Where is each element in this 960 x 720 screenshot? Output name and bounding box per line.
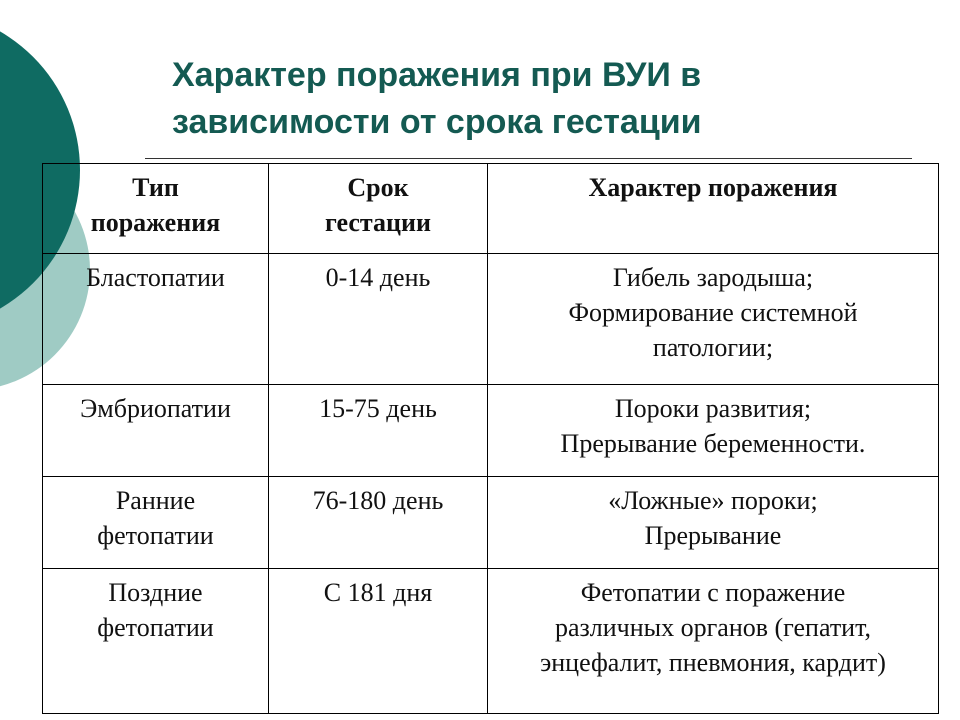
slide-title xyxy=(172,52,932,146)
cell-line: энцефалит, пневмония, кардит) xyxy=(540,648,886,677)
cell-term xyxy=(269,385,488,477)
cell-line: 15-75 день xyxy=(319,394,437,423)
cell-character xyxy=(488,254,939,385)
header-type-line: поражения xyxy=(90,208,221,237)
cell-character xyxy=(488,385,939,477)
header-term-line: гестации xyxy=(325,208,431,237)
cell-line: Эмбриопатии xyxy=(80,394,231,423)
cell-line: фетопатии xyxy=(97,521,214,550)
table-row xyxy=(43,477,939,569)
cell-type xyxy=(43,477,269,569)
slide-title-line-1: Характер поражения при ВУИ в xyxy=(172,56,702,94)
cell-line: Прерывание беременности. xyxy=(560,429,866,458)
cell-line: «Ложные» пороки; xyxy=(608,486,818,515)
header-term-line: Срок xyxy=(347,173,409,202)
cell-character xyxy=(488,477,939,569)
table-row xyxy=(43,385,939,477)
table-header-row xyxy=(43,164,939,254)
gestation-table xyxy=(42,163,939,714)
cell-type xyxy=(43,385,269,477)
cell-line: Фетопатии с поражение xyxy=(580,578,846,607)
cell-line: патологии; xyxy=(652,333,774,362)
cell-line: 76-180 день xyxy=(312,486,444,515)
cell-type xyxy=(43,569,269,714)
header-type-line: Тип xyxy=(132,173,179,202)
cell-line: Формирование системной xyxy=(568,298,858,327)
header-character-line: Характер поражения xyxy=(588,173,838,202)
cell-line: 0-14 день xyxy=(325,263,431,292)
cell-line: Поздние xyxy=(108,578,203,607)
cell-line: Бластопатии xyxy=(86,263,225,292)
cell-term xyxy=(269,569,488,714)
header-term xyxy=(269,164,488,254)
cell-type xyxy=(43,254,269,385)
title-underline xyxy=(145,158,912,159)
cell-line: С 181 дня xyxy=(323,578,433,607)
cell-line: Гибель зародыша; xyxy=(612,263,814,292)
cell-line: различных органов (гепатит, xyxy=(554,613,872,642)
slide-title-line-2: зависимости от срока гестации xyxy=(172,103,702,141)
table-row xyxy=(43,569,939,714)
cell-character xyxy=(488,569,939,714)
cell-line: Прерывание xyxy=(644,521,782,550)
cell-line: Ранние xyxy=(115,486,196,515)
cell-term xyxy=(269,254,488,385)
table-row xyxy=(43,254,939,385)
header-type xyxy=(43,164,269,254)
cell-line: фетопатии xyxy=(97,613,214,642)
cell-term xyxy=(269,477,488,569)
header-character xyxy=(488,164,939,254)
cell-line: Пороки развития; xyxy=(614,394,812,423)
